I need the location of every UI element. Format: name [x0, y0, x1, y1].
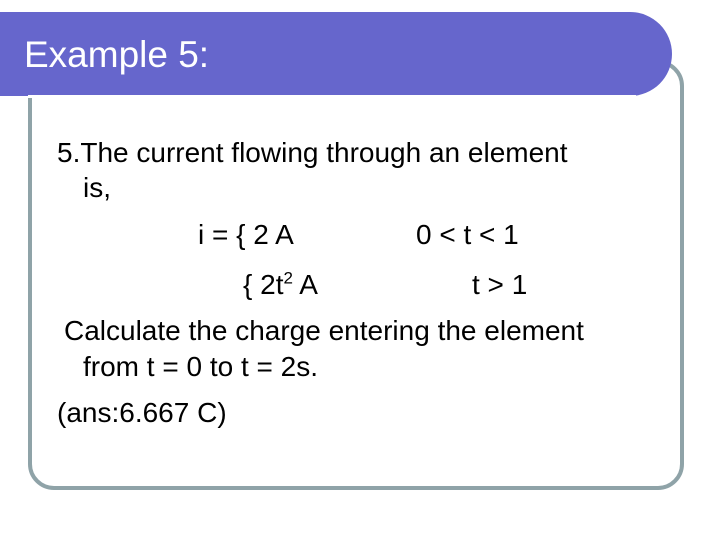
title-underline: [28, 95, 636, 98]
case-1-condition: 0 < t < 1: [416, 219, 519, 250]
case-2-unit: A: [292, 269, 318, 300]
calculate-line-2: from t = 0 to t = 2s.: [83, 351, 318, 382]
calculate-line-1: Calculate the charge entering the element: [64, 315, 584, 346]
case-2-prefix: { 2t: [243, 269, 284, 300]
case-2-condition: t > 1: [472, 269, 528, 300]
answer-text: (ans:6.667 C): [57, 397, 227, 428]
case-1-expression: i = { 2 A: [198, 219, 294, 250]
case-2-expression: [243, 268, 318, 301]
problem-line-1: 5.The current flowing through an element: [57, 137, 568, 168]
slide-title: Example 5:: [24, 34, 210, 75]
problem-line-2: is,: [83, 172, 111, 203]
case-2-exponent: 2: [283, 268, 293, 288]
